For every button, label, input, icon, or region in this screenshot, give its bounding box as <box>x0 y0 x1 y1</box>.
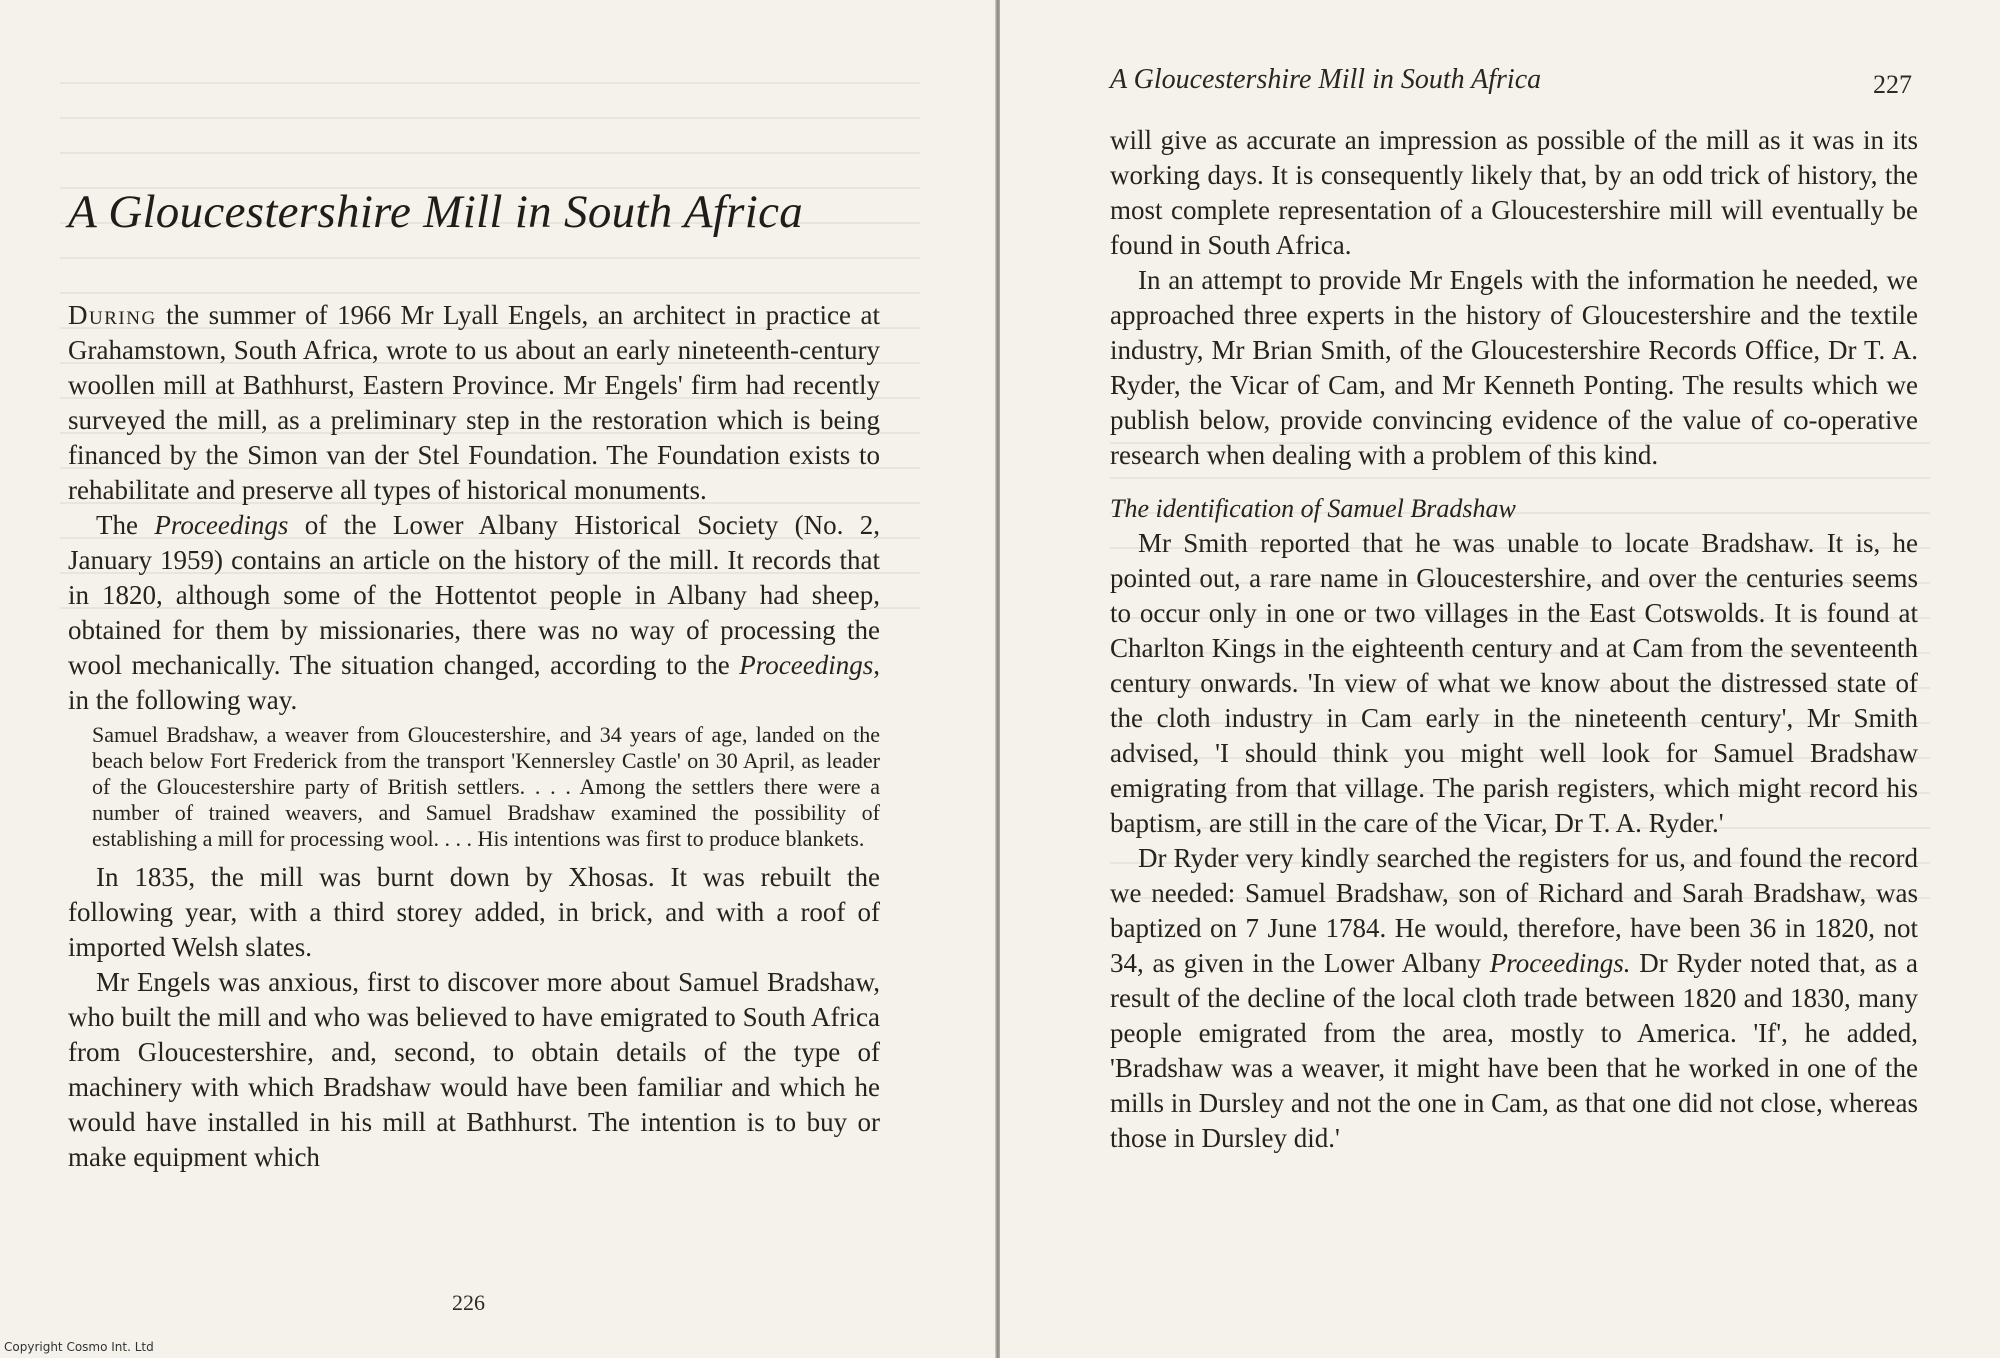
left-page <box>0 0 995 1358</box>
article-title: A Gloucestershire Mill in South Africa <box>68 186 804 238</box>
drop-lead-word: During <box>68 300 157 330</box>
section-subheading: The identification of Samuel Bradshaw <box>1110 494 1516 523</box>
left-column <box>68 298 880 1175</box>
ryder-paragraph: Dr Ryder very kindly searched the registers for us, and found the record we needed: Samuel Bradshaw, son of Richard and Sarah Bradshaw, was baptized on 7 June 1784. He would, therefore, have been 36 in 1820, not 34, as given in the Lower Albany Proceedings. Dr Ryder noted that, as a result of the decline of the local cloth trade between 1820 and 1830, many people emigrated from the area, mostly to America. 'If', he added, 'Bradshaw was a weaver, it might have been that he worked in one of the mills in Dursley and not the one in Cam, as that one did not close, whereas those in Dursley did.' <box>1110 843 1918 1153</box>
proceedings-paragraph: The Proceedings of the Lower Albany Historical Society (No. 2, January 1959) contains an article on the history of the mill. It records that in 1820, although some of the Hottentot people in Albany had sheep, obtained for them by missionaries, there was no way of processing the wool mechanically. The situation changed, according to the Proceedings, in the following way. <box>68 510 880 715</box>
page-number-left: 226 <box>452 1290 485 1315</box>
right-column <box>1110 123 1918 1156</box>
smith-paragraph: Mr Smith reported that he was unable to locate Bradshaw. It is, he pointed out, a rare name in Gloucestershire, and over the centuries seems to occur only in one or two villages in the East Cotswolds. It is found at Charlton Kings in the eighteenth century and at Cam from the seventeenth century onwards. 'In view of what we know about the distressed state of the cloth industry in Cam early in the nineteenth century', Mr Smith advised, 'I should think you might well look for Samuel Bradshaw emigrating from that village. The parish registers, which might record his baptism, are still in the care of the Vicar, Dr T. A. Ryder.' <box>1110 528 1918 838</box>
page-number-right: 227 <box>1873 70 1912 99</box>
intro-paragraph: During the summer of 1966 Mr Lyall Engels, an architect in practice at Grahamstown, South Africa, wrote to us about an early nineteenth-century woollen mill at Bathhurst, Eastern Province. Mr Engels' firm had recently surveyed the mill, as a preliminary step in the restoration which is being financed by the Simon van der Stel Foundation. The Foundation exists to rehabilitate and preserve all types of historical monuments. <box>68 300 880 505</box>
copyright-watermark: Copyright Cosmo Int. Ltd <box>4 1340 154 1354</box>
engels-paragraph: Mr Engels was anxious, first to discover more about Samuel Bradshaw, who built the mill and who was believed to have emigrated to South Africa from Gloucestershire, and, second, to obtain details of the type of machinery with which Bradshaw would have been familiar and which he would have installed in his mill at Bathhurst. The intention is to buy or make equipment which <box>68 967 880 1172</box>
experts-paragraph: In an attempt to provide Mr Engels with the information he needed, we approached three experts in the history of Gloucestershire and the textile industry, Mr Brian Smith, of the Gloucestershire Records Office, Dr T. A. Ryder, the Vicar of Cam, and Mr Kenneth Ponting. The results which we publish below, provide convincing evidence of the value of co-operative research when dealing with a problem of this kind. <box>1110 265 1918 470</box>
block-quote: Samuel Bradshaw, a weaver from Gloucestershire, and 34 years of age, landed on the beach below Fort Frederick from the transport 'Kennersley Castle' on 30 April, as leader of the Gloucestershire party of British settlers. . . . Among the settlers there were a number of trained weavers, and Samuel Bradshaw examined the possibility of establishing a mill for processing wool. . . . His intentions was first to produce blankets. <box>92 722 880 851</box>
continuation-paragraph: will give as accurate an impression as possible of the mill as it was in its working days. It is consequently likely that, by an odd trick of history, the most complete representation of a Gloucestershire mill will eventually be found in South Africa. <box>1110 125 1918 260</box>
fire-paragraph: In 1835, the mill was burnt down by Xhosas. It was rebuilt the following year, with a third storey added, in brick, and with a roof of imported Welsh slates. <box>68 862 880 962</box>
running-head: A Gloucestershire Mill in South Africa <box>1110 64 1542 95</box>
